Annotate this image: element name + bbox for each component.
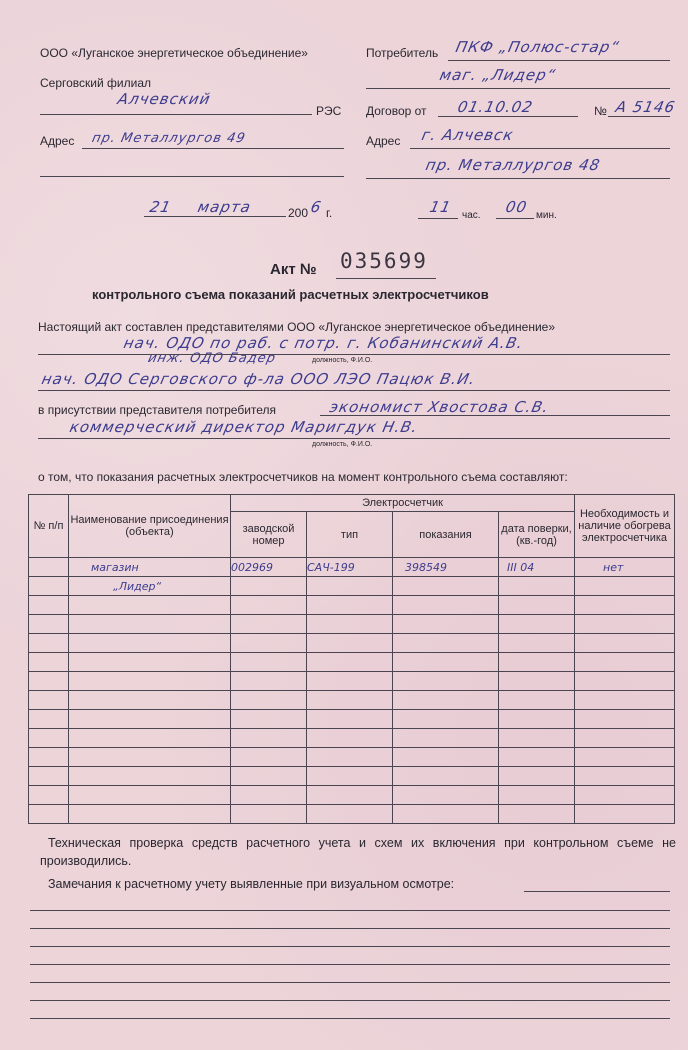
table-row bbox=[29, 767, 675, 786]
consumer-address-label: Адрес bbox=[366, 134, 401, 148]
consumer-line-2 bbox=[366, 88, 670, 89]
time-hour-label: час. bbox=[462, 210, 481, 221]
date-day: 21 bbox=[148, 198, 174, 216]
time-minute-label: мин. bbox=[536, 210, 557, 221]
remarks-line-5 bbox=[30, 982, 670, 983]
branch-name: Серговский филиал bbox=[40, 76, 151, 90]
table-row bbox=[29, 634, 675, 653]
consumer-value-2: маг. „Лидер“ bbox=[438, 66, 558, 84]
row-check: III 04 bbox=[499, 558, 575, 577]
col-check-header: дата поверки, (кв.-год) bbox=[499, 512, 575, 558]
date-year-suffix: 6 bbox=[309, 198, 324, 216]
table-row bbox=[29, 672, 675, 691]
rep-1b: инж. ОДО Бадер bbox=[146, 351, 278, 366]
remarks-line-1 bbox=[30, 910, 670, 911]
table-row bbox=[29, 729, 675, 748]
consumer-label: Потребитель bbox=[366, 46, 439, 60]
address-label: Адрес bbox=[40, 134, 75, 148]
remarks-line-0 bbox=[524, 891, 670, 892]
remarks-line-2 bbox=[30, 928, 670, 929]
row-name-1: магазин bbox=[69, 558, 231, 577]
table-header-row bbox=[29, 495, 675, 512]
consumer-rep-1: экономист Хвостова С.В. bbox=[328, 398, 551, 416]
consumer-address-line-2 bbox=[366, 178, 670, 179]
date-year-label: г. bbox=[326, 206, 333, 220]
row-num-cell bbox=[29, 558, 69, 577]
date-month: марта bbox=[196, 198, 253, 216]
date-line bbox=[144, 216, 286, 217]
consumer-address-2: пр. Металлургов 48 bbox=[424, 156, 603, 174]
org-name: ООО «Луганское энергетическое объединение» bbox=[40, 46, 308, 60]
col-heating-header: Необходимость и наличие обогрева электросчетчика bbox=[575, 495, 675, 558]
table-row bbox=[29, 577, 675, 596]
address-value: пр. Металлургов 49 bbox=[90, 131, 248, 146]
consumer-value-1: ПКФ „Полюс-стар“ bbox=[454, 38, 622, 56]
table-row bbox=[29, 805, 675, 824]
presence-label: в присутствии представителя потребителя bbox=[38, 403, 277, 417]
rep-2: нач. ОДО Серговского ф-ла ООО ЛЭО Пацюк В.И. bbox=[40, 370, 478, 388]
contract-no: А 5146 bbox=[614, 98, 678, 116]
contract-date-line bbox=[438, 116, 578, 117]
col-name-header: Наименование присоединения (объекта) bbox=[69, 495, 231, 558]
tech-check-text: Техническая проверка средств расчетного учета и схем их включения при контрольном съеме не производились. bbox=[40, 836, 676, 868]
table-row bbox=[29, 691, 675, 710]
res-label: РЭС bbox=[316, 104, 342, 118]
contract-no-line bbox=[608, 116, 670, 117]
col-num-header: № п/п bbox=[29, 495, 69, 558]
contract-date: 01.10.02 bbox=[456, 98, 535, 116]
time-minute-line bbox=[496, 218, 534, 219]
row-serial: 002969 bbox=[231, 558, 307, 577]
table-row bbox=[29, 615, 675, 634]
consumer-address-line-1 bbox=[410, 148, 670, 149]
table-row bbox=[29, 786, 675, 805]
rep-line-1 bbox=[38, 354, 670, 355]
intro-text: Настоящий акт составлен представителями ООО «Луганское энергетическое объединение» bbox=[38, 320, 555, 334]
table-row bbox=[29, 653, 675, 672]
consumer-rep-2: коммерческий директор Маригдук Н.В. bbox=[68, 418, 420, 436]
table-row bbox=[29, 710, 675, 729]
readings-intro: о том, что показания расчетных электросчетчиков на момент контрольного съема составляют: bbox=[38, 470, 568, 484]
time-minute: 00 bbox=[504, 198, 530, 216]
presence-line bbox=[320, 415, 670, 416]
remarks-label: Замечания к расчетному учету выявленные при визуальном осмотре: bbox=[48, 877, 455, 891]
remarks-line-4 bbox=[30, 964, 670, 965]
col-type-header: тип bbox=[307, 512, 393, 558]
rep-1: нач. ОДО по раб. с потр. г. Кобанинский А.В. bbox=[122, 334, 526, 352]
caption-2: должность, Ф.И.О. bbox=[312, 441, 373, 448]
remarks-line-3 bbox=[30, 946, 670, 947]
res-line bbox=[40, 114, 312, 115]
time-hour: 11 bbox=[428, 198, 454, 216]
col-meter-header: Электросчетчик bbox=[231, 495, 575, 512]
time-hour-line bbox=[418, 218, 458, 219]
row-heating: нет bbox=[575, 558, 675, 577]
consumer-rep-line bbox=[38, 438, 670, 439]
act-subtitle: контрольного съема показаний расчетных электросчетчиков bbox=[92, 287, 489, 302]
remarks-line-6 bbox=[30, 1000, 670, 1001]
remarks-line-7 bbox=[30, 1018, 670, 1019]
date-year-prefix: 200 bbox=[288, 206, 309, 220]
contract-label: Договор от bbox=[366, 104, 427, 118]
act-number-line bbox=[336, 278, 436, 279]
row-type: САЧ-199 bbox=[307, 558, 393, 577]
col-reading-header: показания bbox=[393, 512, 499, 558]
act-number: 035699 bbox=[340, 249, 428, 273]
table-row bbox=[29, 558, 675, 577]
res-value: Алчевский bbox=[116, 90, 213, 108]
col-serial-header: заводской номер bbox=[231, 512, 307, 558]
act-title: Акт № bbox=[270, 261, 317, 278]
readings-table bbox=[28, 494, 675, 824]
address-line-2 bbox=[40, 176, 344, 177]
consumer-line-1 bbox=[448, 60, 670, 61]
consumer-address-1: г. Алчевск bbox=[420, 126, 516, 144]
caption-1: должность, Ф.И.О. bbox=[312, 357, 373, 364]
address-line bbox=[82, 148, 344, 149]
table-row bbox=[29, 596, 675, 615]
row-reading: 398549 bbox=[393, 558, 499, 577]
rep-line-2 bbox=[38, 390, 670, 391]
contract-no-label: № bbox=[594, 104, 607, 118]
row-name-2: „Лидер“ bbox=[69, 577, 231, 596]
table-row bbox=[29, 748, 675, 767]
